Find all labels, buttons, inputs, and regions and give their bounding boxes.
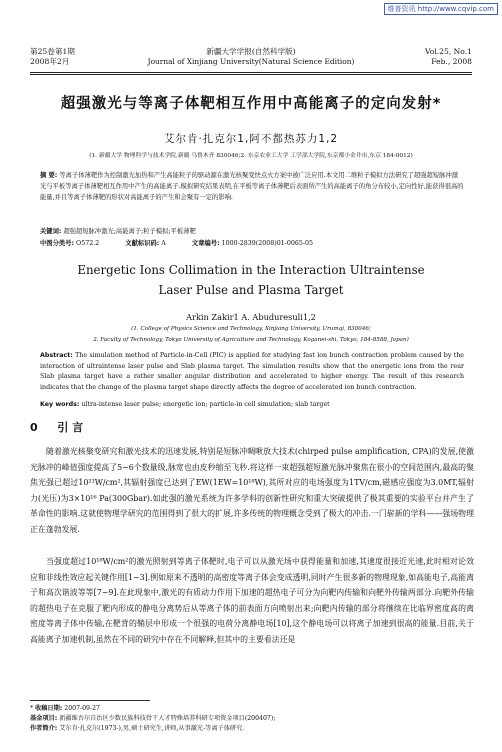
author-bio-label: 作者简介: [30,725,58,732]
doc-code-label: 文献标识码: [125,240,160,247]
abstract-cn-label: 摘 要: [40,172,58,179]
received-label: 收稿日期: [35,705,63,712]
authors-en: Arkin Zakir1 A. Abuduresuli1,2 [186,312,316,322]
header-journal-cn: 新疆大学学报(自然科学版) [206,47,296,56]
header-date-en: Feb., 2008 [431,57,472,66]
keywords-cn [40,226,464,237]
fund-label: 基金项目: [30,715,58,722]
keywords-en-label: Key words: [40,401,80,408]
section-heading [30,419,83,435]
body-paragraph-2: 当强度超过10¹⁸W/cm²的激光照射到等离子体靶时,电子可以从激光场中获得能量和加速,其速度很接近光速,此时相对论效应和非线性效应起关键作用[1~3].例如原来不透明的高密度等离子体会变成透明,同时产生很多新的物理现象,如高能电子,高能离子和高次谐波等等[7~9].在此现象中,激光的有质动力作用下加速的超热电子可分为向靶内传输和向靶外传输两部分.向靶外传输的超热电子在克服了靶内形成的静电分离势后从等离子体的前表面方向喷射出来;向靶内传输的部分将继续在比临界密度高的离密度等离子体中传输,在靶背的鞘层中形成一个很强的电荷分离静电场[10],这个静电场可以将离子加速到很高的能量.目前,关于高能离子加速机制,虽然在不同的研究中存在不同解释,但其中的主要看法还是 [30,557,474,644]
paper-title-cn: 超强激光与等离子体靶相互作用中高能离子的定向发射* [60,96,442,112]
affiliation-en-line2: 2. Faculty of Technology, Tokyo University of Agriculture and Technology, Koganei-shi, Tokyo, 184-8588, Japan) [93,337,409,343]
fund-text: 新疆维吾尔自治区少数民族科技骨干人才特殊培养科研专项资金项目(200407); [59,715,276,722]
abstract-cn [40,170,464,203]
header-rule-double [30,74,472,75]
received-date: 2007-09-27 [64,705,100,712]
clc-value: O572.2 [76,240,100,247]
footnote-received: * 收稿日期: 2007-09-27 [30,705,100,712]
article-id-value: 1000-2839(2008)01-0065-05 [221,240,314,247]
clc-label: 中图分类号: [40,240,75,247]
section-number: 0 [30,421,38,434]
footnote-fund [30,714,472,724]
classification-line [40,238,464,249]
article-id-label: 文章编号: [191,240,220,247]
abstract-cn-text: 等离子体薄靶作为控制激光加热和产生高能粒子的驱动源在激光核聚变快点火方案中被广泛应用.本文用二维粒子模拟方法研究了超强超短脉冲激光与平板等离子体薄靶相互作用中产生的高能离子.模拟研究结果表明,在平板等离子体薄靶后表面所产生的高能离子的角分布较小,定向性好,能获得很高的能量,并且等离子体薄靶的形状对高能离子的产生和会聚有一定的影响. [40,172,464,201]
footnote-author [30,724,472,734]
header-journal-en: Journal of Xinjiang University(Natural Science Edition) [147,57,355,66]
header-issue-block [425,47,472,67]
body-paragraph-1: 随着激光核聚变研究和激光技术的迅速发展,特别是短脉冲啁啾放大技术(chirped pulse amplification, CPA)的发展,使激光脉冲的峰值强度提高了5~6个数量级,脉宽也由皮秒缩至飞秒.将这样一束超强超短激光脉冲聚焦在很小的空间范围内,最高的聚焦光强已超过10²¹W/cm²,其辐射强度已达到了EW(1EW=10¹⁸W),其所对应的电场强度为1TV/cm,磁感应强度为3.0MT,辐射力(光压)为3×10¹⁶ Pa(300Gbar).如此强的激光系统为许多学科的创新性研究和重大突破提供了极其重要的实验平台并产生了革命性的影响.这就使物理学研究的范围得到了很大的扩展,许多传统的物理概念受到了极大的冲击.一门崭新的学科——强场物理正在蓬勃发展. [30,447,474,534]
abstract-en-label: Abstract: [40,352,73,359]
header-volume-cn: 第25卷第1期 [30,47,75,56]
affiliation-cn: (1. 新疆大学 物理科学与技术学院,新疆 乌鲁木齐 830046;2. 东京农业工大学 工学部大学院,东京都小金井市,东京 184-0012) [89,153,413,159]
keywords-en [40,400,464,411]
abstract-en [40,351,464,393]
watermark-stamp: 维普资讯 http://www.cqvip.com [384,3,498,15]
header-date-cn: 2008年2月 [30,57,70,66]
footnote-rule [30,700,150,701]
section-title: 引 言 [57,421,84,434]
author-bio-text: 艾尔肯·扎克尔(1973-),男,硕士研究生,讲师,从事激光-等离子体研究. [59,725,245,732]
header-rule [30,72,472,73]
doc-code-value: A [161,240,166,247]
footnote [30,704,472,734]
authors-cn: 艾尔肯·扎克尔1,阿不都热苏力1,2 [163,133,339,145]
paper-title-en-line1: Energetic Ions Collimation in the Interaction Ultraintense [77,263,425,277]
paper-title-en-line2: Laser Pulse and Plasma Target [158,283,344,297]
header-volume-en: Vol.25, No.1 [424,47,472,56]
keywords-cn-label: 关键词: [40,228,62,235]
abstract-en-text: The simulation method of Particle-in-Cell (PIC) is applied for studying fast ion bunch contraction problem caused by the interaction of ultraintense laser pulse and Slab plasma target. The simulation results show that the energetic ions from the rear Slab plasma target have a rather smaller angular distribution and accelerated to higher energy. The result of this research indicates that the change of the plasma target shape directly affects the degree of accelerated ion bunch contraction. [40,352,464,391]
affiliation-en-line1: (1. College of Physics Science and Technology, Xinjiang University, Urumqi, 830046; [131,326,371,332]
keywords-cn-text: 超强超短脉冲激光;高能离子;粒子模拟;平板薄靶 [63,228,196,235]
keywords-en-text: ultra-intense laser pulse; energetic ion; particle-in cell simulation; slab target [81,401,330,408]
